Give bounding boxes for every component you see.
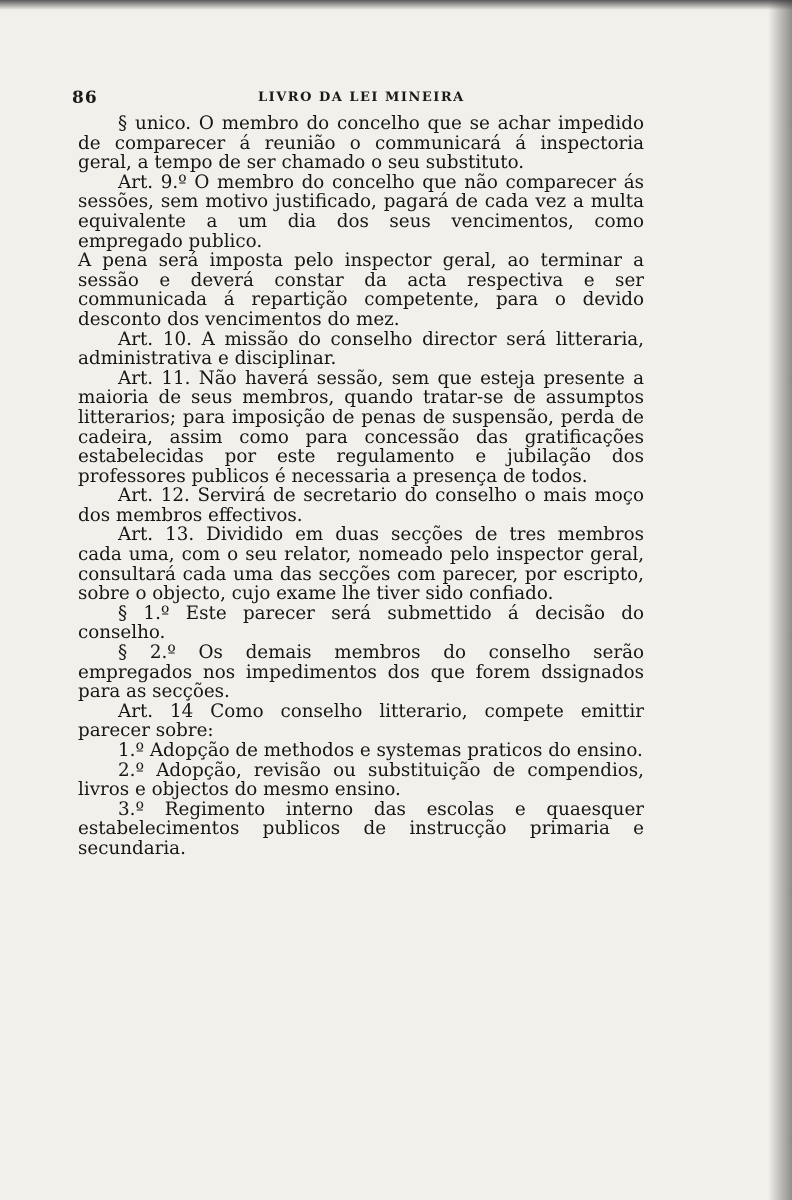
paragraph: Art. 12. Servirá de secretario do conselho o mais moço dos membros effectivos. <box>78 485 644 526</box>
paragraph: Art. 13. Dividido em duas secções de tres membros cada uma, com o seu relator, nomeado pelo inspector geral, consultará cada uma das secções com parecer, por escripto, sobre o objecto, cujo exame lhe tiver sido confiado. <box>78 524 644 605</box>
paragraph: Art. 14 Como conselho litterario, compete emittir parecer sobre: <box>78 700 644 742</box>
paragraph: Art. 10. A missão do conselho director será litteraria, administrativa e disciplinar. <box>78 328 644 370</box>
paragraph: Art. 9.º O membro do concelho que não comparecer ás sessões, sem motivo justificado, pagará de cada vez a multa equivalente a um dia dos seus vencimentos, como empregado publico. <box>78 171 644 252</box>
scan-shadow-right <box>768 0 792 1200</box>
running-title: LIVRO DA LEI MINEIRA <box>258 90 465 105</box>
scan-shadow-top <box>0 0 792 10</box>
paragraph: § 1.º Este parecer será submettido á decisão do conselho. <box>78 602 644 644</box>
paragraph: § unico. O membro do concelho que se achar impedido de comparecer á reunião o communicará á inspectoria geral, a tempo de ser chamado o seu substituto. <box>78 113 644 174</box>
paragraph: 2.º Adopção, revisão ou substituição de compendios, livros e objectos do mesmo ensino. <box>78 759 644 801</box>
paragraph: Art. 11. Não haverá sessão, sem que esteja presente a maioria de seus membros, quando tratar-se de assumptos litterarios; para imposição de penas de suspensão, perda de cadeira, assim como para concessão das gratificações estabelecidas por este regulamento e jubilação dos professores publicos é necessaria a presença de todos. <box>78 367 644 487</box>
page-header <box>72 84 672 114</box>
paragraph: 3.º Regimento interno das escolas e quaesquer estabelecimentos publicos de instrucção primaria e secundaria. <box>78 798 644 859</box>
paragraph: A pena será imposta pelo inspector geral, ao terminar a sessão e deverá constar da acta respectiva e ser communicada á repartição competente, para o devido desconto dos vencimentos do mez. <box>78 250 644 330</box>
body-text <box>78 114 644 859</box>
paragraph: 1.º Adopção de methodos e systemas praticos do ensino. <box>118 740 643 761</box>
paragraph: § 2.º Os demais membros do conselho serão empregados nos impedimentos dos que forem dssignados para as secções. <box>78 642 644 703</box>
page-number: 86 <box>72 88 98 108</box>
